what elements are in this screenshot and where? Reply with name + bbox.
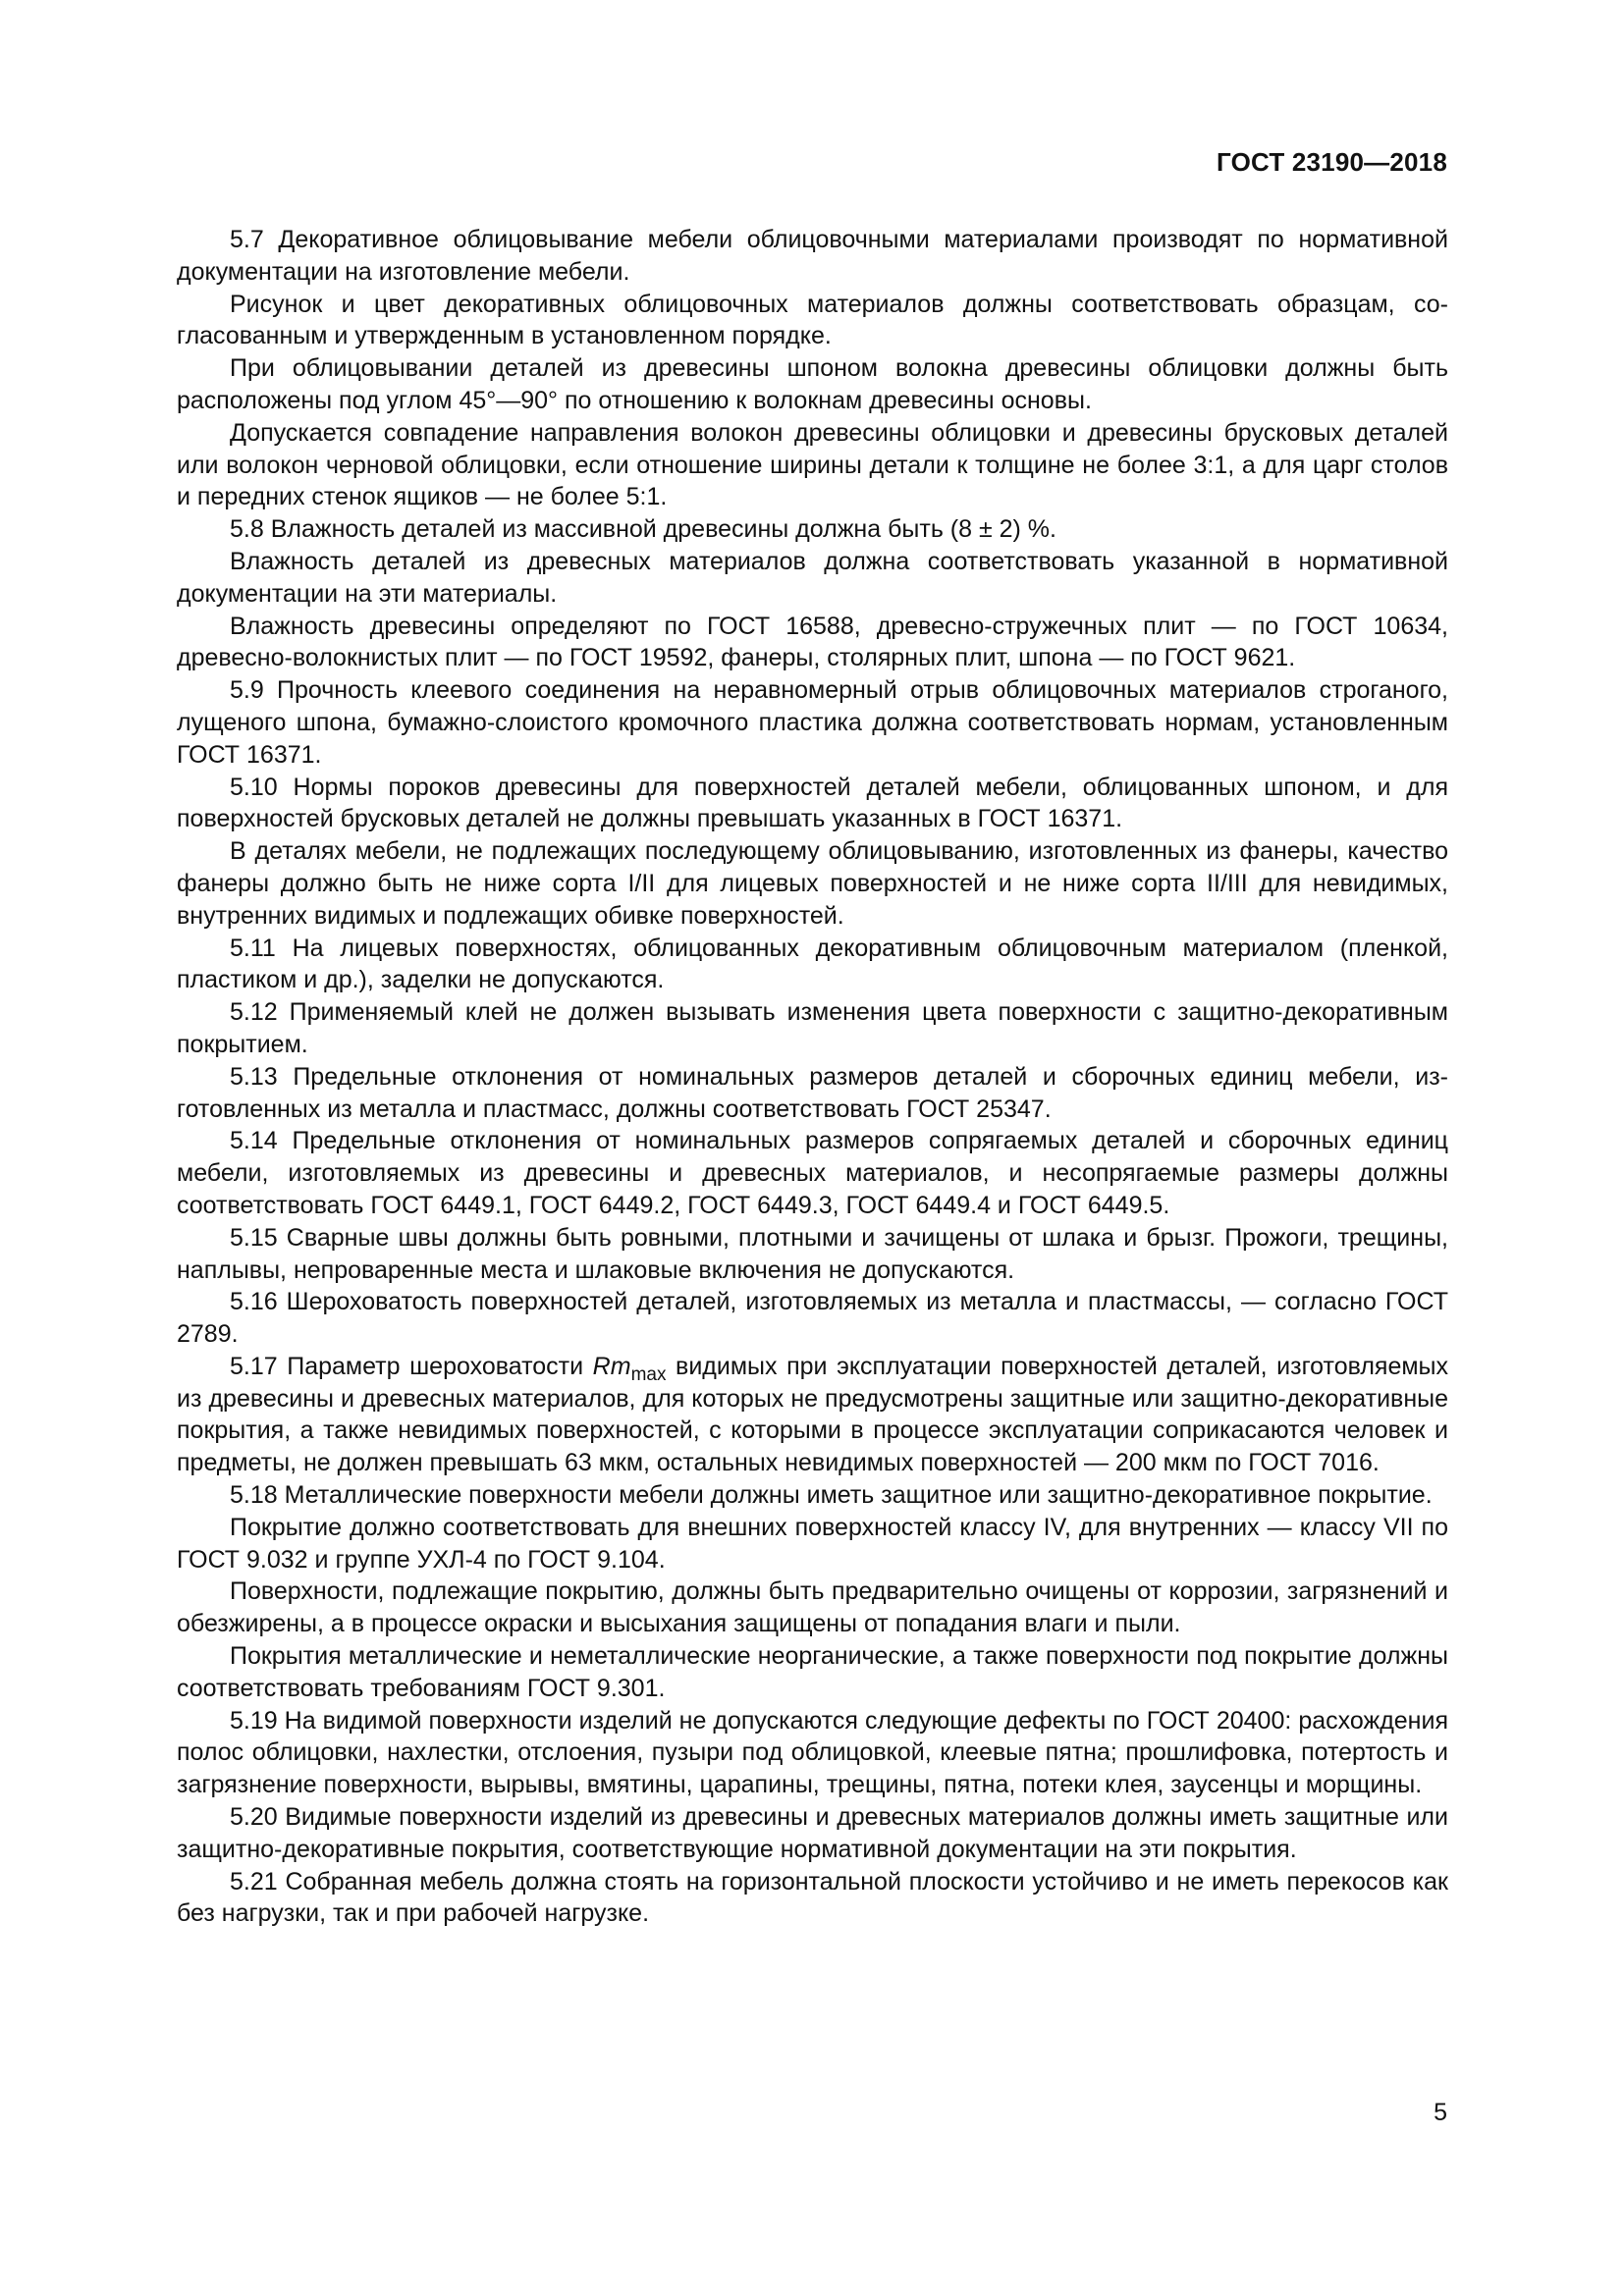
page-number: 5: [1434, 2099, 1447, 2126]
paragraph-5-7: 5.7 Декоративное облицовывание мебели облицовочными материалами производят по нормативной документации на изготовление мебели.: [177, 226, 1448, 286]
paragraph: Рисунок и цвет декоративных облицовочных материалов должны соответствовать образцам, согласованным и утвержденным в установленном порядке.: [177, 290, 1448, 350]
paragraph-5-10: 5.10 Нормы пороков древесины для поверхностей деталей мебели, облицованных шпоном, и для поверхностей брусковых деталей не должны превышать указанных в ГОСТ 16371.: [177, 773, 1448, 833]
paragraph-5-9: 5.9 Прочность клеевого соединения на неравномерный отрыв облицовочных материалов строганого, лущеного шпона, бумажно-слоистого кромочного пластика должна соответствовать нормам, установленным ГОСТ 16371.: [177, 676, 1448, 769]
paragraph-5-12: 5.12 Применяемый клей не должен вызывать изменения цвета поверхности с защитно-декоративным покрытием.: [177, 998, 1448, 1058]
paragraph-5-16: 5.16 Шероховатость поверхностей деталей, изготовляемых из металла и пластмассы, — согласно ГОСТ 2789.: [177, 1288, 1448, 1349]
paragraph-5-18: 5.18 Металлические поверхности мебели должны иметь защитное или защитно-декоративное покрытие.: [230, 1481, 1433, 1510]
paragraph-5-8: 5.8 Влажность деталей из массивной древесины должна быть (8 ± 2) %.: [230, 515, 1056, 544]
roughness-symbol: Rm: [592, 1352, 631, 1380]
paragraph-5-19: 5.19 На видимой поверхности изделий не допускаются следующие дефекты по ГОСТ 20400: расхождения полос облицовки, нахлестки, отслоения, пузыри под облицовкой, клеевые пятна; прошлифовка, потертость и загрязнение поверхности, вырывы, вмятины, царапины, трещины, пятна, потеки клея, заусенцы и морщины.: [177, 1706, 1448, 1799]
document-header: ГОСТ 23190—2018: [1217, 147, 1447, 177]
paragraph-5-17-lead: 5.17 Параметр шероховатости: [230, 1352, 593, 1380]
paragraph-5-17-tail: видимых при эксплуатации поверхностей деталей, изготовляемых из древесины и древесных материалов, для которых не предусмотрены защитные или защитно-декоративные покрытия, а также невидимых поверхностей, с которыми в процессе эксплуатации соприкасаются человек и предметы, не должен превышать 63 мкм, остальных невидимых поверхностей — 200 мкм по ГОСТ 7016.: [177, 1352, 1449, 1477]
paragraph-5-20: 5.20 Видимые поверхности изделий из древесины и древесных материалов должны иметь защитные или защитно-декоративные покрытия, соответствующие нормативной документации на эти покрытия.: [177, 1803, 1448, 1863]
paragraph: Поверхности, подлежащие покрытию, должны быть предварительно очищены от коррозии, загрязнений и обезжирены, а в процессе окраски и высыхания защищены от попадания влаги и пыли.: [177, 1577, 1448, 1638]
paragraph: В деталях мебели, не подлежащих последующему облицовыванию, изготовленных из фанеры, качество фанеры должно быть не ниже сорта I/II для лицевых поверхностей и не ниже сорта II/III для невидимых, внутренних видимых и подлежащих обивке поверхностей.: [177, 837, 1448, 930]
roughness-subscript: max: [630, 1363, 667, 1385]
paragraph-5-15: 5.15 Сварные швы должны быть ровными, плотными и зачищены от шлака и брызг. Прожоги, трещины, наплывы, непроваренные места и шлаковые включения не допускаются.: [177, 1223, 1448, 1284]
paragraph: Допускается совпадение направления волокон древесины облицовки и древесины брусковых деталей или волокон черновой облицовки, если отношение ширины детали к толщине не более 3:1, а для царг столов и передних стенок ящиков — не более 5:1.: [177, 418, 1448, 511]
paragraph: При облицовывании деталей из древесины шпоном волокна древесины облицовки должны быть расположены под углом 45°—90° по отношению к волокнам древесины основы.: [177, 354, 1448, 414]
paragraph: Влажность древесины определяют по ГОСТ 16588, древесно-стружечных плит — по ГОСТ 10634, древесно-волокнистых плит — по ГОСТ 19592, фанеры, столярных плит, шпона — по ГОСТ 9621.: [177, 612, 1448, 672]
document-body: [177, 224, 1448, 1930]
paragraph-5-11: 5.11 На лицевых поверхностях, облицованных декоративным облицовочным материалом (пленкой, пластиком и др.), заделки не допускаются.: [177, 934, 1448, 994]
paragraph: Покрытия металлические и неметаллические неорганические, а также поверхности под покрытие должны соответствовать требованиям ГОСТ 9.301.: [177, 1642, 1448, 1702]
paragraph-5-14: 5.14 Предельные отклонения от номинальных размеров сопрягаемых деталей и сборочных единиц мебели, изготовляемых из древесины и древесных материалов, и несопрягаемые размеры должны соответствовать ГОСТ 6449.1, ГОСТ 6449.2, ГОСТ 6449.3, ГОСТ 6449.4 и ГОСТ 6449.5.: [177, 1127, 1448, 1219]
paragraph: Покрытие должно соответствовать для внешних поверхностей классу IV, для внутренних — классу VII по ГОСТ 9.032 и группе УХЛ-4 по ГОСТ 9.104.: [177, 1513, 1448, 1574]
paragraph: Влажность деталей из древесных материалов должна соответствовать указанной в нормативной документации на эти материалы.: [177, 547, 1448, 608]
paragraph-5-17: [177, 1351, 1448, 1479]
paragraph-5-21: 5.21 Собранная мебель должна стоять на горизонтальной плоскости устойчиво и не иметь перекосов как без нагрузки, так и при рабочей нагрузке.: [177, 1867, 1448, 1928]
paragraph-5-13: 5.13 Предельные отклонения от номинальных размеров деталей и сборочных единиц мебели, изготовленных из металла и пластмасс, должны соответствовать ГОСТ 25347.: [177, 1062, 1448, 1123]
